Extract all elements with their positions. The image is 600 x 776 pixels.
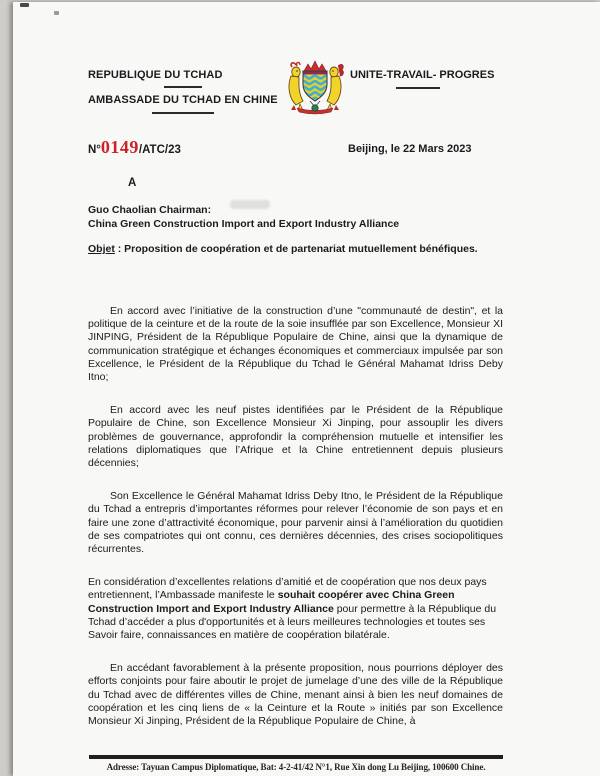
paragraph-4 [88, 576, 503, 642]
footer-address: Adresse: Tayuan Campus Diplomatique, Bat: 4-2-41/42 N°1, Rue Xin dong Lu Beijing, 100600 Chine. [106, 762, 486, 772]
letterhead-left [88, 69, 278, 120]
shield [301, 71, 329, 101]
paragraph-5: En accédant favorablement à la présente proposition, nous pourrions déployer des efforts conjoints pour faire aboutir le projet de jumelage d’une des ville de la République du Tchad avec de différentes villes de Chine, menant ainsi à bien les neuf domaines de coopération et les cinq liens de « la Ceinture et la Route » initiés par son Excellence Monsieur Xi Jinping, Président de la République Populaire de Chine, à [88, 662, 503, 728]
paragraph-1: En accord avec l’initiative de la construction d’une "communauté de destin", et la politique de la ceinture et de la route de la soie insufflée par son Excellence, Monsieur XI JINPING, Président de la République Populaire de Chine, ainsi que la dynamique de communication stratégique et échanges économiques et commerciaux impulsée par son Excellence, le Président de la République du Tchad le Général Mahamat Idriss Deby Itno; [88, 305, 503, 384]
subject-label: Objet [88, 243, 115, 255]
motto: UNITE-TRAVAIL- PROGRES [350, 69, 495, 81]
reference-suffix: /ATC/23 [138, 144, 181, 156]
crest-rays [304, 61, 326, 71]
goat-supporter [289, 62, 303, 110]
motto-underline [396, 87, 440, 89]
paragraph-4-post: pour permettre à la République du Tchad d’accéder a plus d'opportunités et à leurs meilleures technologies et toutes ses Savoir faire, connaissances en matière de coopération bilatérale. [88, 602, 497, 642]
paragraph-4-pre: En considération d’excellentes relations d’amitié et de coopération que nos deux pays entretiennent, l’Ambassade manifeste le [88, 576, 487, 602]
order-medal [310, 101, 320, 111]
addressee-intro: A [128, 177, 137, 189]
scan-smudge [230, 200, 270, 209]
letterhead-right [350, 69, 500, 89]
lion-supporter [327, 64, 343, 110]
paragraph-3: Son Excellence le Général Mahamat Idriss Deby Itno, le Président de la République du Tchad a entrepris d’importantes réformes pour relever l’économie de son pays et en faire une zone d’attractivité économique, pour parvenir ainsi à l’amélioration du quotidien de ses compatriotes qui ont connu, ces dernières décennies, des crises sociopolitiques récurrentes. [88, 490, 503, 556]
addressee-name: Guo Chaolian Chairman: [88, 204, 212, 216]
reference-prefix: N° [88, 144, 101, 156]
paragraph-4-bold: souhait coopérer avec China Green Construction Import and Export Industry Alliance [88, 589, 455, 615]
embassy-title: AMBASSADE DU TCHAD EN CHINE [88, 94, 278, 106]
reference-value: 0149 [100, 137, 139, 157]
addressee-organization: China Green Construction Import and Export Industry Alliance [88, 218, 400, 230]
chad-coat-of-arms-emblem [284, 60, 346, 121]
subject-line [88, 242, 500, 256]
embassy-underline [152, 112, 214, 114]
scan-artifact [20, 3, 29, 7]
letter-page [13, 2, 600, 776]
scan-artifact [54, 11, 59, 15]
letter-body [88, 305, 503, 728]
subject-text: : Proposition de coopération et de partenariat mutuellement bénéfiques. [114, 243, 478, 255]
reference-number [88, 137, 181, 158]
footer-rule [89, 755, 503, 759]
republic-title: REPUBLIQUE DU TCHAD [88, 69, 223, 81]
republic-underline [164, 86, 202, 88]
dateline: Beijing, le 22 Mars 2023 [348, 143, 472, 155]
paragraph-2: En accord avec les neuf pistes identifiées par le Président de la République Populaire de Chine, son Excellence Monsieur Xi Jinping, pour assouplir les divers problèmes de gouvernance, approfondir la compréhension mutuelle et intensifier les relations diplomatiques que l’Afrique et la Chine entretiennent depuis plusieurs décennies; [88, 404, 503, 470]
